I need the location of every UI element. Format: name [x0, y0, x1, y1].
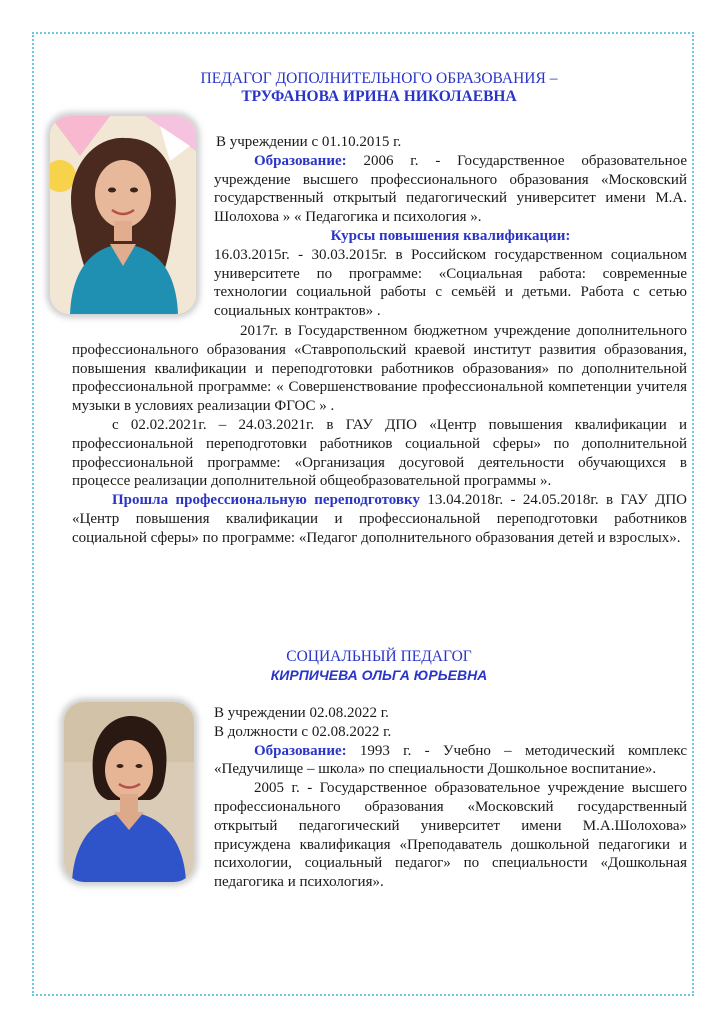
section2-body	[214, 704, 687, 892]
section2-edu2: 2005 г. - Государственное образовательное учреждение высшего профессионального образования «Московский государственный открытый педагогический университет имени М.А.Шолохова» присуждена квалификация «Преподаватель дошкольной педагогики и психологии, социальный педагог» по специальности «Дошкольная педагогика и психология».	[214, 780, 687, 891]
section1-retrain-label: Прошла профессиональную переподготовку	[112, 492, 420, 509]
section2-education	[214, 742, 687, 780]
section1-edu-label: Образование:	[254, 152, 347, 169]
section1-courses-label: Курсы повышения квалификации:	[330, 227, 571, 244]
section2-name: КИРПИЧЕВА ОЛЬГА ЮРЬЕВНА	[270, 667, 488, 683]
section1-education	[214, 152, 687, 227]
section1-edu-text: 2006 г. - Государственное образовательное учреждение высшего профессионального образования «Московский государственный открытый педагогический университет имени М.А. Шолохова » « Педагогика и психология ».	[214, 152, 688, 226]
section1-since: В учреждении с 01.10.2015 г.	[216, 134, 402, 150]
section1-course2: 2017г. в Государственном бюджетном учреждение дополнительного профессионального образования «Ставропольский краевой институт развития образования, повышения квалификации и переподготовки работников образования» по дополнительной профессиональной программе: « Совершенствование профессиональной компетенции учителя музыки в условиях реализации ФГОС » .	[72, 323, 687, 415]
section2-edu-label: Образование:	[254, 742, 347, 759]
photo-kirpicheva	[64, 702, 194, 882]
section1-course3: с 02.02.2021г. – 24.03.2021г. в ГАУ ДПО «Центр повышения квалификации и профессиональной переподготовки работников социальной сферы» по дополнительной профессиональной программе: «Организация досуговой деятельности обучающихся в процессе реализации дополнительной общеобразовательной программы ».	[72, 416, 687, 490]
section2-position: В должности с 02.08.2022 г.	[214, 723, 392, 740]
section1-title: ПЕДАГОГ ДОПОЛНИТЕЛЬНОГО ОБРАЗОВАНИЯ –	[200, 70, 558, 87]
section2-edu-text: 1993 г. - Учебно – методический комплекс «Педучилище – школа» по специальности Дошкольное воспитание».	[214, 742, 687, 778]
section1-retrain	[72, 491, 687, 547]
photo-trufanova	[50, 116, 196, 314]
section1-details	[72, 322, 687, 548]
section1-course1: 16.03.2015г. - 30.03.2015г. в Российском государственном социальном университете по программе: «Социальная работа: современные технологии социальной работы с семьёй и детьми. Работа с сетью социальных контрактов» .	[214, 246, 687, 320]
section1-retrain-text: 13.04.2018г. - 24.05.2018г. в ГАУ ДПО «Центр повышения квалификации и профессиональной переподготовки работников социальной сферы» по программе: «Педагог дополнительного образования детей и взрослых».	[72, 492, 687, 546]
section2-heading	[72, 648, 686, 684]
section2-since: В учреждении 02.08.2022 г.	[214, 705, 389, 721]
section2-title: СОЦИАЛЬНЫЙ ПЕДАГОГ	[286, 648, 472, 665]
section1-name: ТРУФАНОВА ИРИНА НИКОЛАЕВНА	[241, 88, 517, 105]
section1-heading	[72, 70, 686, 106]
section1-intro	[214, 133, 687, 321]
